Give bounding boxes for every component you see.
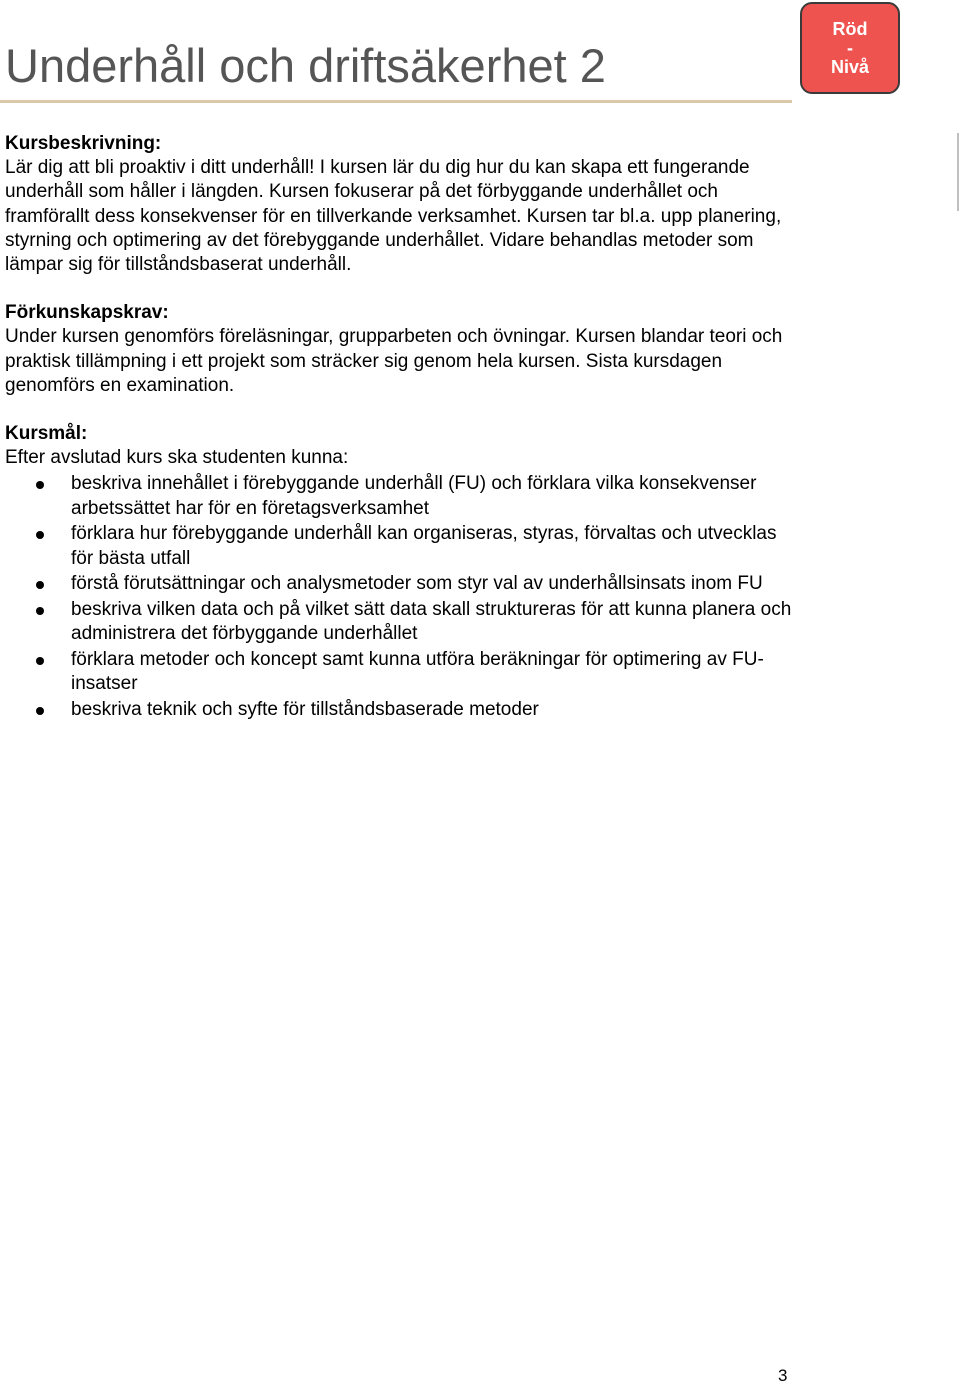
course-goals-intro: Efter avslutad kurs ska studenten kunna: — [5, 447, 349, 469]
page-title: Underhåll och driftsäkerhet 2 — [5, 39, 606, 92]
prerequisites-section — [5, 301, 795, 398]
bullet-icon — [36, 707, 44, 715]
level-badge — [800, 2, 900, 94]
course-description-heading: Kursbeskrivning: — [5, 133, 162, 154]
bullet-icon — [36, 581, 44, 589]
page-number: 3 — [778, 1366, 788, 1385]
goal-item — [5, 572, 795, 596]
margin-marker — [957, 133, 959, 211]
bullet-icon — [36, 607, 44, 615]
goal-item — [5, 698, 795, 722]
goal-item-text: beskriva innehållet i förebyggande underhåll (FU) och förklara vilka konsekvenser arbetssättet har för en företagsverksamhet — [71, 473, 757, 519]
course-goals-section — [5, 422, 795, 722]
prerequisites-text: Under kursen genomförs föreläsningar, grupparbeten och övningar. Kursen blandar teori och praktisk tillämpning i ett projekt som sträcker sig genom hela kursen. Sista kursdagen genomförs en examination. — [5, 326, 783, 396]
goal-item-text: förklara metoder och koncept samt kunna utföra beräkningar för optimering av FU-insatser — [71, 649, 764, 695]
document-body — [5, 132, 795, 746]
goal-item-text: förklara hur förebyggande underhåll kan organiseras, styras, förvaltas och utvecklas för bästa utfall — [71, 523, 777, 569]
course-description-section — [5, 132, 795, 277]
title-divider — [0, 100, 792, 103]
course-goals-heading: Kursmål: — [5, 423, 88, 445]
goal-item — [5, 522, 795, 570]
goal-item-text: beskriva vilken data och på vilket sätt data skall struktureras för att kunna planera och administrera det förbyggande underhållet — [71, 599, 792, 645]
course-goals-list — [5, 472, 795, 722]
bullet-icon — [36, 531, 44, 539]
bullet-icon — [36, 481, 44, 489]
goal-item-text: förstå förutsättningar och analysmetoder som styr val av underhållsinsats inom FU — [71, 573, 763, 595]
goal-item — [5, 598, 795, 646]
level-badge-line-2: - — [847, 37, 853, 58]
level-badge-line-1: Röd — [832, 18, 868, 39]
goal-item-text: beskriva teknik och syfte för tillståndsbaserade metoder — [71, 699, 539, 721]
bullet-icon — [36, 657, 44, 665]
goal-item — [5, 472, 795, 520]
course-description-text: Lär dig att bli proaktiv i ditt underhåll! I kursen lär du dig hur du kan skapa ett fungerande underhåll som håller i längden. Kursen fokuserar på det förbyggande underhållet och framförallt dess konsekvenser för en tillverkande verksamhet. Kursen tar bl.a. upp planering, styrning och optimering av det förebyggande underhållet. Vidare behandlas metoder som lämpar sig för tillståndsbaserat underhåll. — [5, 157, 782, 276]
prerequisites-heading: Förkunskapskrav: — [5, 302, 169, 324]
level-badge-line-3: Nivå — [830, 56, 870, 77]
goal-item — [5, 648, 795, 696]
